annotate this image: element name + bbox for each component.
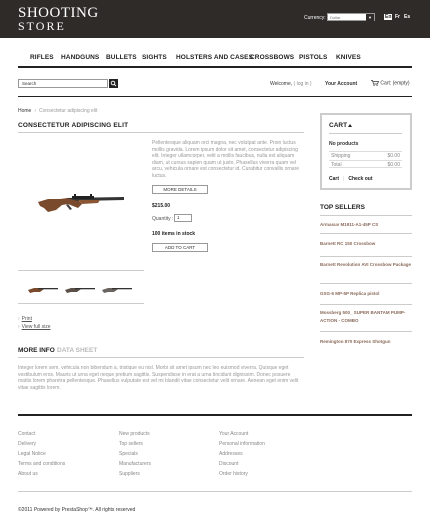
print-link[interactable] [18,316,32,322]
welcome-prefix: Welcome, [270,81,293,87]
footer-link-top-sellers[interactable]: Top sellers [119,441,143,447]
top-sellers-title: TOP SELLERS [320,204,365,211]
product-description: Pellentesque aliquam orci magna, nec volutpat ante. Proin luctus mollis gravida. Lorem ipsum dolor sit amet, consectetur adipiscing elit. Integer ullamcorper, velit a mollis faucibus, nulla est aliquam diam, ut cursus sapien quam ut justo. Phasellus viverra quam vel arcu, vehicula ornare est consectetur id. Curabitur convallis ornare luctus. [152,140,300,179]
search-input[interactable]: Search [18,79,108,88]
product-price: $215.00 [152,203,171,209]
search-icon [110,80,117,87]
divider [320,331,412,332]
top-seller-item[interactable]: Armasuv M1911-A1-45P CS [320,222,379,227]
divider [320,256,412,257]
chevron-right-icon: › [18,324,20,330]
shipping-label: Shipping [331,153,351,159]
breadcrumb-current: Consectetur adipiscing elit [39,108,98,114]
cart-shipping-row [329,151,402,159]
lang-en[interactable]: En [385,14,392,20]
stock-status: 100 items in stock [152,231,196,237]
total-label: Total [331,162,342,168]
your-account-link[interactable]: Your Account [325,81,358,87]
breadcrumb-home[interactable]: Home [18,108,32,114]
copyright-text: ©2011 Powered by PrestaShop™. All rights reserved [18,507,136,513]
divider [18,96,412,97]
cart-icon [371,80,379,86]
more-details-button[interactable]: MORE DETAILS [152,185,208,194]
print-label: Print [21,316,32,322]
top-seller-item[interactable]: Barnett RC 150 Crossbow [320,241,376,246]
divider [18,270,144,271]
divider [320,283,412,284]
nav-item-rifles[interactable]: RIFLES [30,54,54,61]
site-header [0,0,430,38]
nav-item-crossbows[interactable]: CROSSBOWS [250,54,295,61]
tab-data-sheet[interactable]: DATA SHEET [57,347,98,354]
divider [18,303,144,304]
footer-link-manufacturers[interactable]: Manufacturers [119,461,151,467]
login-link[interactable]: ( log in ) [293,81,312,87]
nav-item-handguns[interactable]: HANDGUNS [61,54,100,61]
quantity-input[interactable]: 1 [174,214,192,222]
nav-item-pistols[interactable]: PISTOLS [299,54,328,61]
total-value: $0.00 [387,162,400,168]
lang-fr[interactable]: Fr [395,14,400,20]
search-button[interactable] [109,79,118,88]
footer-link-about[interactable]: About us [18,471,38,477]
separator: | [343,176,345,182]
lang-es[interactable]: Es [404,14,411,20]
add-to-cart-button[interactable]: ADD TO CART [152,243,208,252]
footer-link-order-history[interactable]: Order history [219,471,248,477]
checkout-link[interactable]: Check out [348,176,373,182]
currency-select[interactable] [327,13,375,21]
footer-link-terms[interactable]: Terms and conditions [18,461,66,467]
caret-up-icon[interactable] [348,124,352,127]
top-seller-item[interactable]: Mossberg 500_ SUPER BANTAM PUMP-ACTION - COMBO [320,310,406,323]
top-seller-item[interactable]: Remington 870 Express Shotgun [320,339,391,344]
more-info-text: Integer lorem sem, vehicula non bibendum a, tristique eu nisl. Morbi sit amet ipsum nec leo euismod viverra. Quisque eget vestibulum eros. Mauris ut urna eget neque pretium sagittis. Suspendisse in erat a urna tincidunt dignissim. Donec posuere mattis lorem pharetra pellentesque. Phasellus vulputate est vel mi blandit vitae consectetur velit ornare. Aenean eget enim velit vitae sagittis lorem. [18,365,299,391]
footer-link-specials[interactable]: Specials [119,451,138,457]
logo-line1[interactable]: SHOOTING [18,5,99,21]
product-thumbnail[interactable] [63,283,97,297]
product-thumbnail[interactable] [100,283,134,297]
chevron-down-icon: ▼ [366,14,374,21]
cart-total-row [329,160,402,168]
footer-link-suppliers[interactable]: Suppliers [119,471,140,477]
breadcrumb [18,108,97,114]
main-nav [18,50,412,68]
logo-line2[interactable]: STORE [18,19,66,33]
nav-item-holsters[interactable]: HOLSTERS AND CASES [176,54,254,61]
cart-actions [329,176,373,182]
divider [320,233,412,234]
footer-link-addresses[interactable]: Addresses [219,451,243,457]
top-seller-item[interactable]: Barnett Revolution AVI Crossbow Package [320,262,412,267]
chevron-right-icon: › [18,316,20,322]
footer-link-discount[interactable]: Discount [219,461,239,467]
product-title: CONSECTETUR ADIPISCING ELIT [18,122,129,129]
footer-link-new-products[interactable]: New products [119,431,150,437]
divider [329,133,402,134]
footer-link-personal-info[interactable]: Personal information [219,441,265,447]
cart-block-title[interactable]: CART [329,122,348,129]
header-cart[interactable] [371,80,410,86]
currency-value: Dollar [330,15,341,20]
divider [320,304,412,305]
breadcrumb-separator-icon: › [34,108,37,114]
cart-status: (empty) [392,80,410,87]
footer-link-contact[interactable]: Contact [18,431,36,437]
product-thumbnail[interactable] [26,283,60,297]
nav-item-sights[interactable]: SIGHTS [142,54,167,61]
cart-label: Cart: [380,80,392,87]
nav-item-bullets[interactable]: BULLETS [106,54,137,61]
tab-more-info[interactable]: MORE INFO [18,347,55,354]
cart-link[interactable]: Cart [329,176,340,182]
footer-link-legal[interactable]: Legal Notice [18,451,46,457]
welcome-text [270,81,312,87]
product-image[interactable] [18,138,144,268]
quantity-label: Quantity : [152,216,174,222]
shipping-value: $0.00 [387,153,400,159]
currency-label: Currency: [304,15,326,21]
divider [18,357,304,358]
divider [320,215,412,216]
footer-link-delivery[interactable]: Delivery [18,441,37,447]
view-full-size-label: View full size [21,324,51,330]
nav-item-knives[interactable]: KNIVES [336,54,361,61]
view-full-size-link[interactable] [18,324,50,330]
divider [18,491,412,492]
footer-divider [18,414,412,416]
cart-empty-text: No products [329,141,359,147]
footer-link-account[interactable]: Your Account [219,431,249,437]
top-seller-item[interactable]: GSG-5 MP-5P Replica pistol [320,291,380,296]
divider [18,132,304,133]
